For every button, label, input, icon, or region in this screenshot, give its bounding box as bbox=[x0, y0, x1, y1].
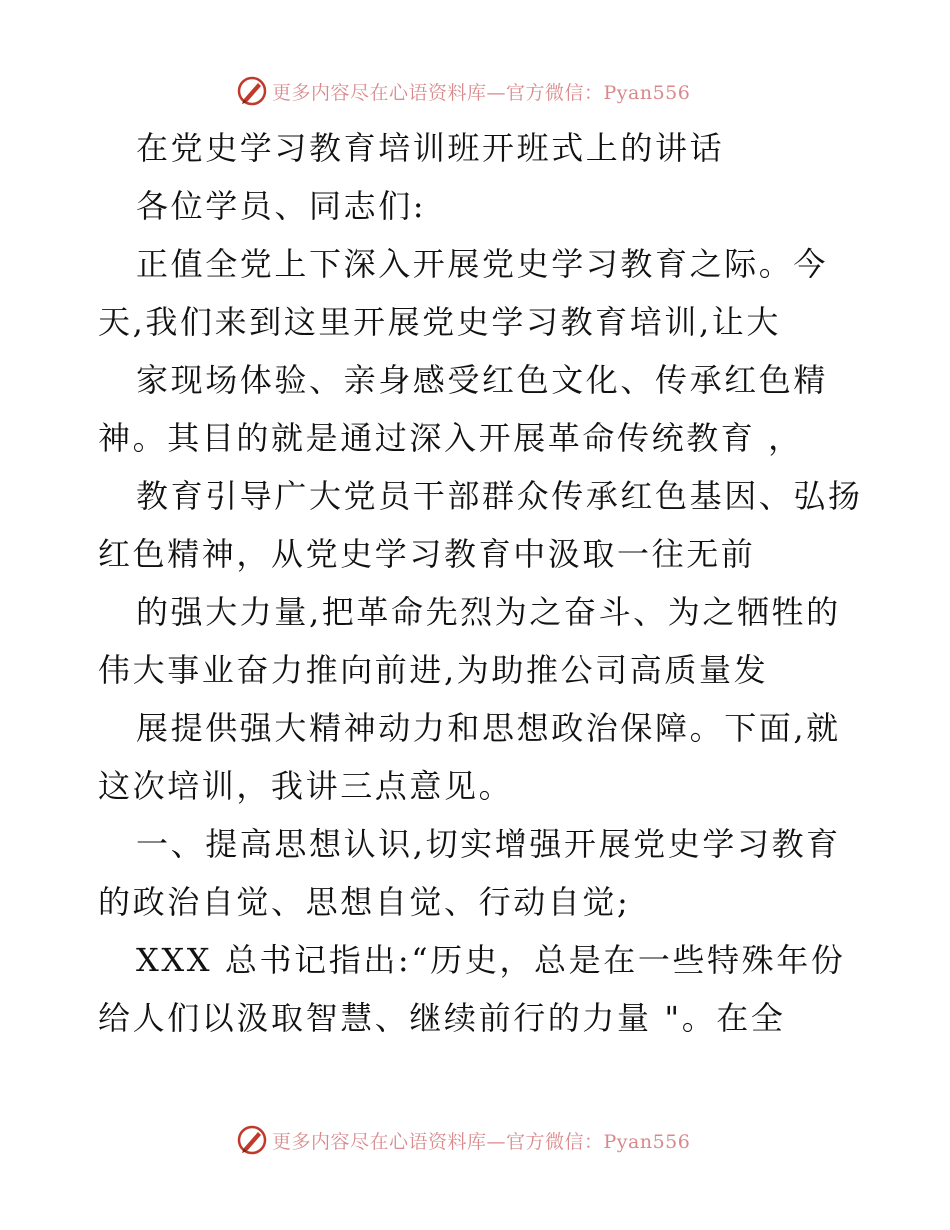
body-line: 神。其目的就是通过深入开展革命传统教育 ， bbox=[98, 419, 803, 457]
document-title: 在党史学习教育培训班开班式上的讲话 bbox=[136, 129, 725, 167]
header-watermark bbox=[236, 74, 690, 108]
salutation: 各位学员、同志们: bbox=[136, 187, 427, 225]
watermark-text: 更多内容尽在心语资料库—官方微信：Pyan556 bbox=[272, 81, 691, 104]
body-line: 这次培训，我讲三点意见。 bbox=[98, 767, 514, 805]
body-line: XXX 总书记指出:“历史，总是在一些特殊年份 bbox=[136, 941, 846, 979]
body-line: 给人们以汲取智慧、继续前行的力量 "。在全 bbox=[98, 999, 786, 1037]
body-line: 天,我们来到这里开展党史学习教育培训,让大 bbox=[98, 303, 781, 341]
pen-circle-logo-icon bbox=[236, 75, 268, 107]
body-line: 家现场体验、亲身感受红色文化、传承红色精 bbox=[136, 361, 829, 399]
body-line: 展提供强大精神动力和思想政治保障。下面,就 bbox=[136, 709, 841, 747]
body-line: 教育引导广大党员干部群众传承红色基因、弘扬 bbox=[136, 477, 863, 515]
pen-circle-logo-icon bbox=[236, 1124, 268, 1156]
section-heading: 一、提高思想认识,切实增强开展党史学习教育 bbox=[136, 825, 841, 863]
body-line: 伟大事业奋力推向前进,为助推公司高质量发 bbox=[98, 651, 769, 689]
body-line: 正值全党上下深入开展党史学习教育之际。今 bbox=[136, 245, 829, 283]
section-heading-cont: 的政治自觉、思想自觉、行动自觉; bbox=[98, 883, 631, 921]
body-line: 红色精神，从党史学习教育中汲取一往无前 bbox=[98, 535, 756, 573]
body-line: 的强大力量,把革命先烈为之奋斗、为之牺牲的 bbox=[136, 593, 841, 631]
watermark-text: 更多内容尽在心语资料库—官方微信：Pyan556 bbox=[272, 1130, 691, 1153]
footer-watermark bbox=[236, 1123, 690, 1157]
